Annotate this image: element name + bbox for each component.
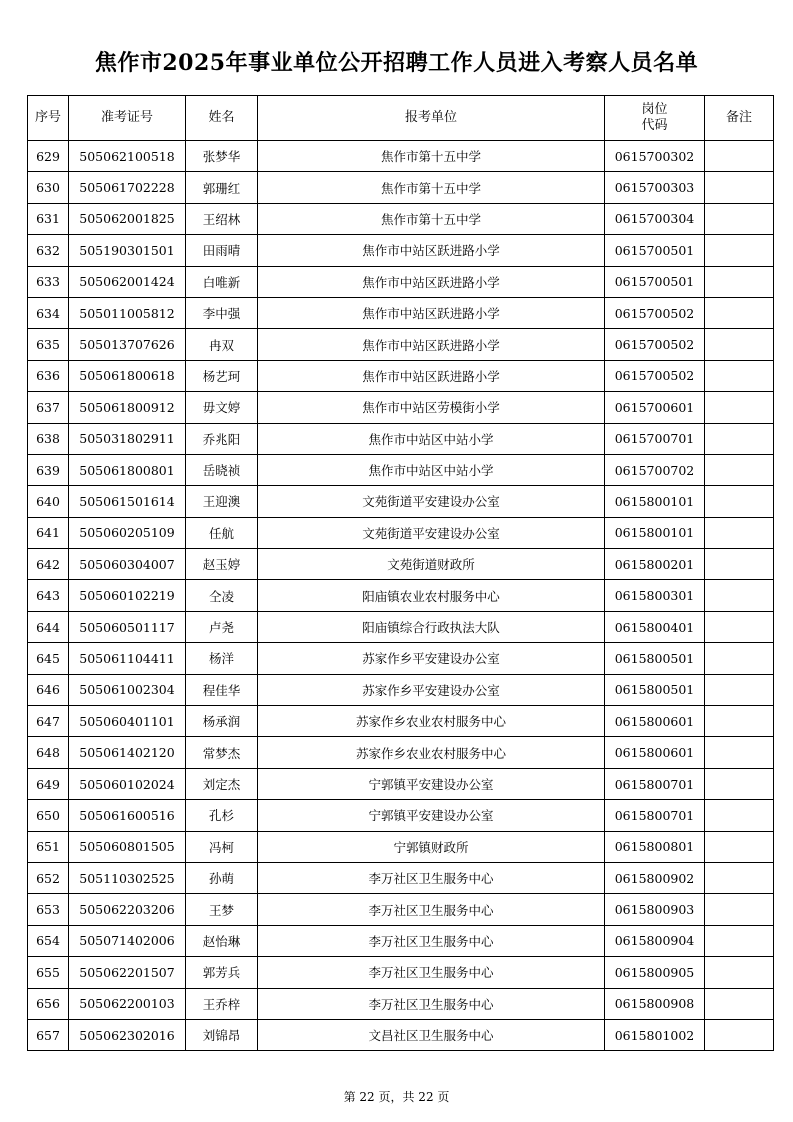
cell-unit: 文苑街道平安建设办公室 <box>258 486 605 517</box>
cell-unit: 焦作市第十五中学 <box>258 172 605 203</box>
cell-name: 郭芳兵 <box>186 957 258 988</box>
cell-exam-id: 505061800801 <box>69 454 186 485</box>
cell-unit: 苏家作乡平安建设办公室 <box>258 674 605 705</box>
cell-note <box>705 172 774 203</box>
cell-unit: 苏家作乡平安建设办公室 <box>258 643 605 674</box>
cell-post-code: 0615800801 <box>605 831 705 862</box>
cell-note <box>705 737 774 768</box>
cell-note <box>705 925 774 956</box>
cell-note <box>705 423 774 454</box>
cell-post-code: 0615800701 <box>605 768 705 799</box>
cell-exam-id: 505062100518 <box>69 141 186 172</box>
cell-name: 田雨晴 <box>186 235 258 266</box>
header-post-line2: 代码 <box>641 118 668 133</box>
page-title: 焦作市2025年事业单位公开招聘工作人员进入考察人员名单 <box>94 50 699 76</box>
cell-unit: 李万社区卫生服务中心 <box>258 862 605 893</box>
cell-exam-id: 505061002304 <box>69 674 186 705</box>
cell-exam-id: 505061800912 <box>69 392 186 423</box>
cell-post-code: 0615800601 <box>605 737 705 768</box>
cell-note <box>705 957 774 988</box>
cell-name: 乔兆阳 <box>186 423 258 454</box>
cell-exam-id: 505062203206 <box>69 894 186 925</box>
cell-note <box>705 297 774 328</box>
cell-unit: 焦作市第十五中学 <box>258 141 605 172</box>
cell-note <box>705 580 774 611</box>
cell-unit: 焦作市中站区跃进路小学 <box>258 329 605 360</box>
cell-note <box>705 266 774 297</box>
cell-exam-id: 505110302525 <box>69 862 186 893</box>
cell-unit: 焦作市中站区劳模街小学 <box>258 392 605 423</box>
cell-post-code: 0615700601 <box>605 392 705 423</box>
cell-post-code: 0615800905 <box>605 957 705 988</box>
cell-unit: 焦作市中站区跃进路小学 <box>258 360 605 391</box>
cell-seq: 655 <box>28 957 69 988</box>
cell-exam-id: 505060205109 <box>69 517 186 548</box>
cell-post-code: 0615700701 <box>605 423 705 454</box>
cell-seq: 630 <box>28 172 69 203</box>
cell-seq: 651 <box>28 831 69 862</box>
table-row <box>28 1019 774 1050</box>
cell-exam-id: 505061402120 <box>69 737 186 768</box>
cell-name: 冯柯 <box>186 831 258 862</box>
cell-post-code: 0615800301 <box>605 580 705 611</box>
cell-name: 杨洋 <box>186 643 258 674</box>
table-row <box>28 611 774 642</box>
cell-note <box>705 517 774 548</box>
table-row <box>28 486 774 517</box>
table-row <box>28 706 774 737</box>
cell-post-code: 0615700502 <box>605 297 705 328</box>
cell-exam-id: 505060102219 <box>69 580 186 611</box>
cell-seq: 649 <box>28 768 69 799</box>
cell-seq: 635 <box>28 329 69 360</box>
cell-name: 赵怡琳 <box>186 925 258 956</box>
table-row <box>28 141 774 172</box>
cell-note <box>705 454 774 485</box>
cell-unit: 宁郭镇财政所 <box>258 831 605 862</box>
cell-name: 冉双 <box>186 329 258 360</box>
cell-post-code: 0615700501 <box>605 266 705 297</box>
cell-unit: 焦作市中站区跃进路小学 <box>258 266 605 297</box>
table-row <box>28 768 774 799</box>
cell-unit: 李万社区卫生服务中心 <box>258 925 605 956</box>
cell-name: 李中强 <box>186 297 258 328</box>
cell-note <box>705 1019 774 1050</box>
cell-name: 刘锦昂 <box>186 1019 258 1050</box>
cell-seq: 657 <box>28 1019 69 1050</box>
table-row <box>28 266 774 297</box>
cell-name: 常梦杰 <box>186 737 258 768</box>
cell-seq: 648 <box>28 737 69 768</box>
cell-note <box>705 988 774 1019</box>
cell-seq: 656 <box>28 988 69 1019</box>
cell-note <box>705 235 774 266</box>
cell-unit: 焦作市中站区跃进路小学 <box>258 235 605 266</box>
table-row <box>28 957 774 988</box>
cell-name: 孙萌 <box>186 862 258 893</box>
cell-unit: 阳庙镇综合行政执法大队 <box>258 611 605 642</box>
cell-seq: 647 <box>28 706 69 737</box>
cell-unit: 焦作市中站区中站小学 <box>258 454 605 485</box>
cell-unit: 苏家作乡农业农村服务中心 <box>258 706 605 737</box>
cell-name: 孔杉 <box>186 800 258 831</box>
cell-post-code: 0615700502 <box>605 329 705 360</box>
cell-post-code: 0615800101 <box>605 486 705 517</box>
table-row <box>28 643 774 674</box>
cell-seq: 637 <box>28 392 69 423</box>
cell-exam-id: 505062200103 <box>69 988 186 1019</box>
cell-note <box>705 768 774 799</box>
table-row <box>28 988 774 1019</box>
cell-post-code: 0615800904 <box>605 925 705 956</box>
cell-note <box>705 611 774 642</box>
cell-note <box>705 360 774 391</box>
cell-unit: 文苑街道财政所 <box>258 549 605 580</box>
table-row <box>28 831 774 862</box>
cell-name: 仝凌 <box>186 580 258 611</box>
cell-seq: 633 <box>28 266 69 297</box>
cell-seq: 634 <box>28 297 69 328</box>
table-row <box>28 674 774 705</box>
cell-post-code: 0615800501 <box>605 643 705 674</box>
cell-unit: 文昌社区卫生服务中心 <box>258 1019 605 1050</box>
cell-exam-id: 505061800618 <box>69 360 186 391</box>
cell-exam-id: 505062001424 <box>69 266 186 297</box>
cell-seq: 641 <box>28 517 69 548</box>
header-seq: 序号 <box>28 96 69 141</box>
cell-note <box>705 894 774 925</box>
cell-seq: 650 <box>28 800 69 831</box>
cell-exam-id: 505061600516 <box>69 800 186 831</box>
header-post-line1: 岗位 <box>641 102 668 117</box>
cell-unit: 李万社区卫生服务中心 <box>258 957 605 988</box>
table-body <box>28 141 774 1051</box>
cell-seq: 639 <box>28 454 69 485</box>
page-footer: 第 22 页，共 22 页 <box>343 1090 450 1104</box>
cell-post-code: 0615700304 <box>605 203 705 234</box>
cell-exam-id: 505190301501 <box>69 235 186 266</box>
cell-unit: 焦作市中站区中站小学 <box>258 423 605 454</box>
cell-post-code: 0615700501 <box>605 235 705 266</box>
cell-exam-id: 505060401101 <box>69 706 186 737</box>
cell-name: 杨承润 <box>186 706 258 737</box>
cell-post-code: 0615800501 <box>605 674 705 705</box>
cell-unit: 李万社区卫生服务中心 <box>258 894 605 925</box>
cell-exam-id: 505062001825 <box>69 203 186 234</box>
cell-name: 郭珊红 <box>186 172 258 203</box>
cell-post-code: 0615700302 <box>605 141 705 172</box>
header-note: 备注 <box>705 96 774 141</box>
table-row <box>28 454 774 485</box>
cell-name: 卢尧 <box>186 611 258 642</box>
table-row <box>28 392 774 423</box>
cell-seq: 636 <box>28 360 69 391</box>
cell-seq: 646 <box>28 674 69 705</box>
cell-exam-id: 505060102024 <box>69 768 186 799</box>
cell-exam-id: 505060501117 <box>69 611 186 642</box>
cell-exam-id: 505031802911 <box>69 423 186 454</box>
table-row <box>28 423 774 454</box>
cell-note <box>705 486 774 517</box>
cell-seq: 632 <box>28 235 69 266</box>
cell-exam-id: 505071402006 <box>69 925 186 956</box>
cell-exam-id: 505013707626 <box>69 329 186 360</box>
cell-name: 白唯新 <box>186 266 258 297</box>
cell-post-code: 0615700303 <box>605 172 705 203</box>
cell-unit: 文苑街道平安建设办公室 <box>258 517 605 548</box>
cell-exam-id: 505060801505 <box>69 831 186 862</box>
cell-seq: 654 <box>28 925 69 956</box>
cell-unit: 焦作市第十五中学 <box>258 203 605 234</box>
cell-seq: 645 <box>28 643 69 674</box>
cell-seq: 643 <box>28 580 69 611</box>
cell-note <box>705 706 774 737</box>
cell-unit: 阳庙镇农业农村服务中心 <box>258 580 605 611</box>
cell-seq: 640 <box>28 486 69 517</box>
cell-name: 刘定杰 <box>186 768 258 799</box>
cell-post-code: 0615800201 <box>605 549 705 580</box>
cell-post-code: 0615800902 <box>605 862 705 893</box>
table-row <box>28 172 774 203</box>
table-row <box>28 549 774 580</box>
cell-note <box>705 549 774 580</box>
cell-post-code: 0615800401 <box>605 611 705 642</box>
cell-exam-id: 505061104411 <box>69 643 186 674</box>
table-row <box>28 203 774 234</box>
cell-exam-id: 505060304007 <box>69 549 186 580</box>
cell-name: 王绍林 <box>186 203 258 234</box>
cell-seq: 644 <box>28 611 69 642</box>
cell-name: 岳晓祯 <box>186 454 258 485</box>
header-exam-id: 准考证号 <box>69 96 186 141</box>
cell-name: 赵玉婷 <box>186 549 258 580</box>
cell-name: 王迎澳 <box>186 486 258 517</box>
cell-post-code: 0615800908 <box>605 988 705 1019</box>
cell-post-code: 0615800601 <box>605 706 705 737</box>
header-name: 姓名 <box>186 96 258 141</box>
cell-exam-id: 505061501614 <box>69 486 186 517</box>
cell-note <box>705 141 774 172</box>
cell-post-code: 0615700702 <box>605 454 705 485</box>
cell-exam-id: 505061702228 <box>69 172 186 203</box>
cell-note <box>705 831 774 862</box>
header-unit: 报考单位 <box>258 96 605 141</box>
cell-name: 王乔梓 <box>186 988 258 1019</box>
cell-unit: 宁郭镇平安建设办公室 <box>258 768 605 799</box>
cell-seq: 638 <box>28 423 69 454</box>
cell-exam-id: 505062302016 <box>69 1019 186 1050</box>
cell-post-code: 0615800101 <box>605 517 705 548</box>
table-row <box>28 329 774 360</box>
cell-exam-id: 505011005812 <box>69 297 186 328</box>
cell-post-code: 0615801002 <box>605 1019 705 1050</box>
table-row <box>28 580 774 611</box>
cell-seq: 653 <box>28 894 69 925</box>
table-header-row <box>28 96 774 141</box>
table-row <box>28 737 774 768</box>
cell-name: 杨艺珂 <box>186 360 258 391</box>
cell-note <box>705 862 774 893</box>
table-row <box>28 925 774 956</box>
table-row <box>28 862 774 893</box>
cell-unit: 焦作市中站区跃进路小学 <box>258 297 605 328</box>
cell-note <box>705 329 774 360</box>
cell-exam-id: 505062201507 <box>69 957 186 988</box>
table-row <box>28 297 774 328</box>
cell-post-code: 0615800903 <box>605 894 705 925</box>
cell-note <box>705 800 774 831</box>
cell-post-code: 0615800701 <box>605 800 705 831</box>
cell-name: 任航 <box>186 517 258 548</box>
table-row <box>28 894 774 925</box>
cell-seq: 642 <box>28 549 69 580</box>
table-row <box>28 235 774 266</box>
header-post-code <box>605 96 705 141</box>
cell-seq: 629 <box>28 141 69 172</box>
cell-post-code: 0615700502 <box>605 360 705 391</box>
cell-name: 毋文婷 <box>186 392 258 423</box>
table-row <box>28 517 774 548</box>
cell-note <box>705 203 774 234</box>
cell-name: 张梦华 <box>186 141 258 172</box>
cell-unit: 李万社区卫生服务中心 <box>258 988 605 1019</box>
table-row <box>28 800 774 831</box>
cell-unit: 宁郭镇平安建设办公室 <box>258 800 605 831</box>
cell-seq: 631 <box>28 203 69 234</box>
cell-seq: 652 <box>28 862 69 893</box>
cell-unit: 苏家作乡农业农村服务中心 <box>258 737 605 768</box>
table-row <box>28 360 774 391</box>
cell-name: 程佳华 <box>186 674 258 705</box>
cell-note <box>705 643 774 674</box>
candidate-table <box>27 95 774 1051</box>
cell-note <box>705 392 774 423</box>
cell-name: 王梦 <box>186 894 258 925</box>
cell-note <box>705 674 774 705</box>
